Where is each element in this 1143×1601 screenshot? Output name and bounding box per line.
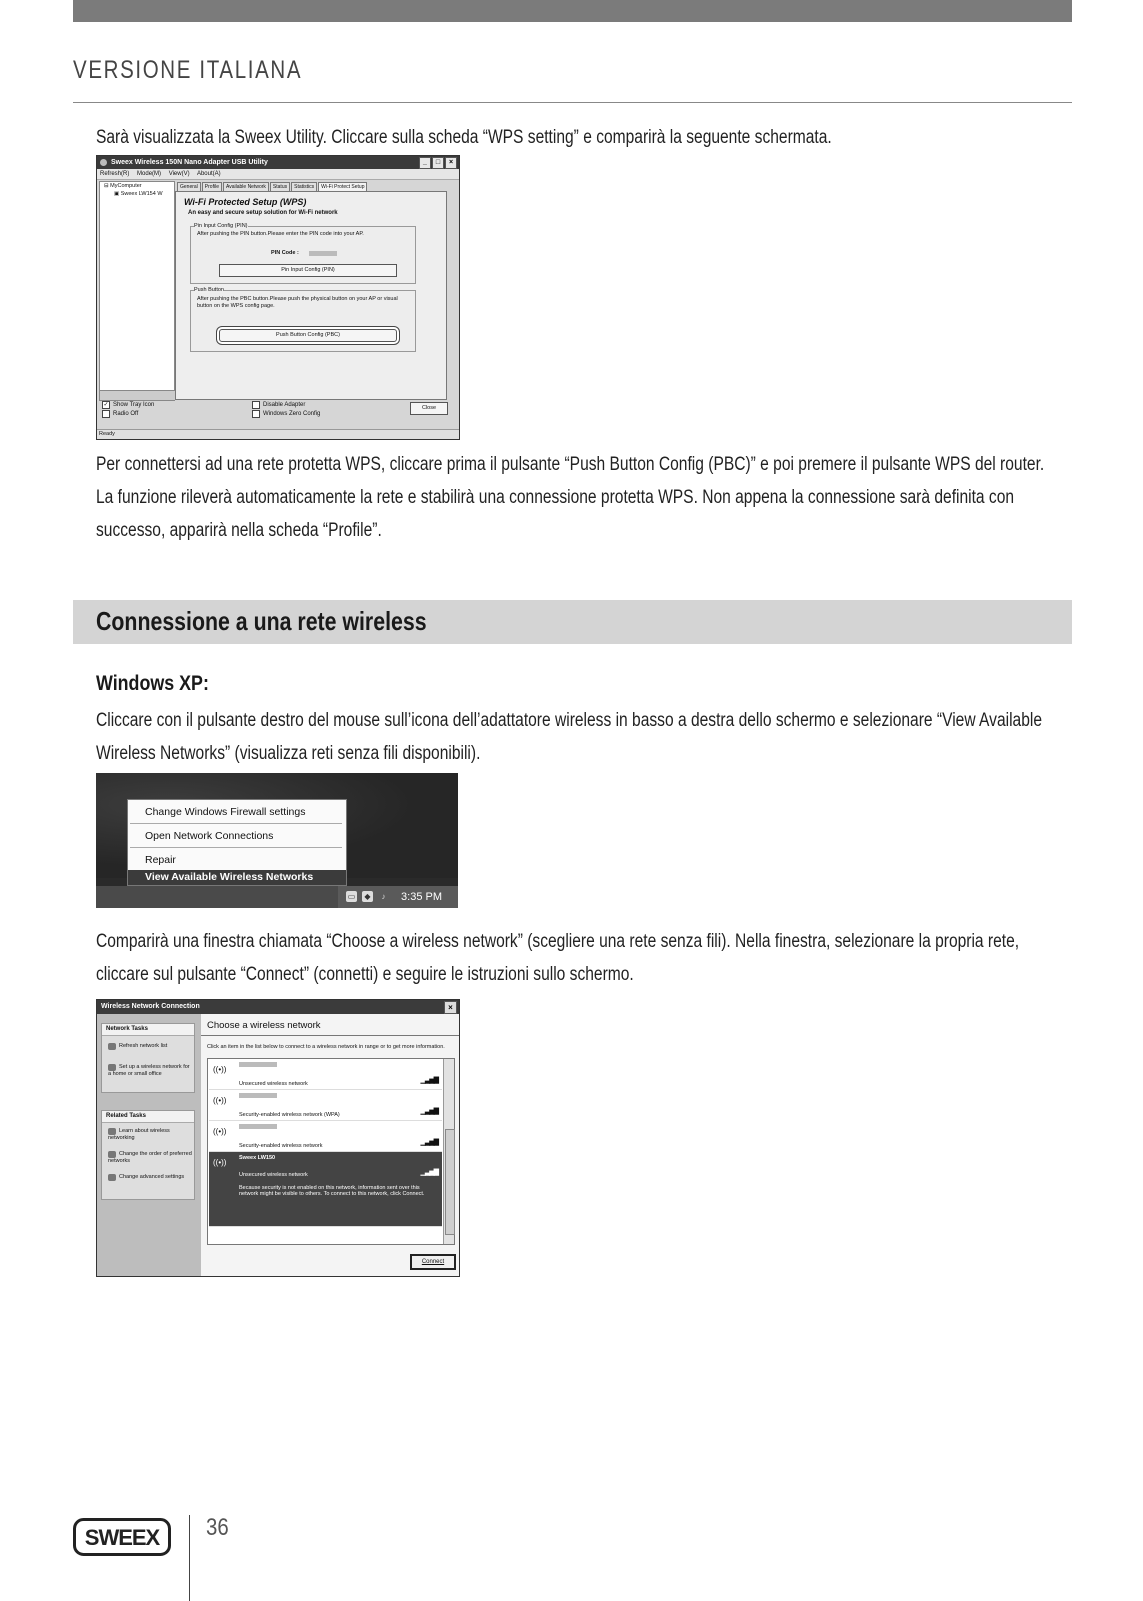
top-bar bbox=[73, 0, 1072, 22]
push-group-label: Push Button bbox=[194, 287, 224, 293]
windows-zero-config-checkbox[interactable]: Windows Zero Config bbox=[252, 410, 320, 418]
push-button-config-button[interactable]: Push Button Config (PBC) bbox=[219, 329, 397, 342]
network-icon[interactable]: ▭ bbox=[347, 892, 356, 901]
network-list-scrollbar[interactable] bbox=[443, 1059, 454, 1244]
network-item[interactable] bbox=[209, 1059, 442, 1090]
menu-separator bbox=[130, 823, 342, 824]
pin-input-config-button[interactable]: Pin Input Config (PIN) bbox=[219, 264, 397, 277]
menu-about[interactable]: About(A) bbox=[196, 171, 221, 177]
learn-wireless-link[interactable]: Learn about wireless networking bbox=[108, 1128, 170, 1141]
network-name-redacted bbox=[239, 1124, 277, 1129]
paragraph-choose-text: Comparirà una finestra chiamata “Choose a wireless network” (scegliere una rete senza fili). Nella finestra, selezionare la propria rete, cliccare sul pulsante “Connect” (connetti) e seguire le istruzioni sullo schermo. bbox=[96, 931, 1020, 985]
pin-code-label: PIN Code : bbox=[271, 250, 299, 256]
section-heading-band bbox=[73, 600, 1072, 644]
choose-network-heading: Choose a wireless network bbox=[207, 1020, 321, 1031]
pin-group bbox=[190, 223, 416, 284]
paragraph-intro bbox=[96, 121, 1056, 154]
wireless-connection-screenshot bbox=[96, 999, 460, 1277]
header-rule bbox=[73, 102, 1072, 103]
tab-general[interactable]: General bbox=[177, 182, 201, 191]
scroll-thumb[interactable] bbox=[445, 1129, 455, 1235]
menu-view[interactable]: View(V) bbox=[168, 171, 190, 177]
network-tasks-header: Network Tasks bbox=[102, 1024, 194, 1036]
paragraph-wps-text: Per connettersi ad una rete protetta WPS, cliccare prima il pulsante “Push Button Config (PBC)” e poi premere il pulsante WPS del router. La funzione rileverà automaticamente la rete e stabilirà una connessione protetta WPS. Non appena la connessione sarà definita con successo, apparirà nella scheda “Profile”. bbox=[96, 454, 1045, 541]
app-icon bbox=[100, 159, 107, 166]
signal-strength-icon: ▁▃▅▇ bbox=[420, 1169, 438, 1176]
tasks-pane bbox=[97, 1014, 201, 1276]
network-name-redacted bbox=[239, 1062, 277, 1067]
utility-options bbox=[97, 399, 459, 429]
section-title: VERSIONE ITALIANA bbox=[73, 56, 303, 84]
menu-mode[interactable]: Mode(M) bbox=[137, 171, 162, 177]
network-status: Security-enabled wireless network (WPA) bbox=[239, 1112, 340, 1118]
tray-menu-screenshot bbox=[96, 773, 458, 908]
paragraph-wps bbox=[96, 448, 1056, 547]
disable-adapter-checkbox[interactable]: Disable Adapter bbox=[252, 401, 305, 409]
close-icon[interactable]: × bbox=[445, 157, 457, 169]
sweex-logo bbox=[73, 1518, 171, 1556]
signal-strength-icon: ▁▃▅▇ bbox=[420, 1108, 438, 1115]
maximize-icon[interactable]: □ bbox=[432, 157, 444, 169]
setup-icon bbox=[108, 1064, 116, 1071]
antenna-icon: ((•)) bbox=[213, 1096, 227, 1105]
pin-instructions: After pushing the PIN button.Please enter the PIN code into your AP. bbox=[197, 231, 364, 237]
network-item[interactable] bbox=[209, 1090, 442, 1121]
shield-icon[interactable]: ◆ bbox=[362, 891, 373, 902]
selected-network-name: Sweex LW150 bbox=[239, 1155, 276, 1161]
tree-item-mycomputer[interactable]: ⊟ MyComputer bbox=[104, 183, 142, 189]
network-status: Unsecured wireless network bbox=[239, 1081, 308, 1087]
antenna-icon: ((•)) bbox=[213, 1065, 227, 1074]
signal-strength-icon: ▁▃▅▇ bbox=[420, 1077, 438, 1084]
menu-open-connections[interactable]: Open Network Connections bbox=[145, 830, 274, 842]
network-list bbox=[207, 1058, 455, 1245]
network-item[interactable] bbox=[209, 1121, 442, 1152]
push-button-group bbox=[190, 287, 416, 352]
wps-title: Wi-Fi Protected Setup (WPS) bbox=[184, 197, 307, 207]
close-button[interactable]: Close bbox=[410, 402, 448, 415]
subheading-windows-xp: Windows XP: bbox=[96, 672, 209, 695]
star-icon bbox=[108, 1151, 116, 1158]
svg-text:SWEEX: SWEEX bbox=[84, 1525, 160, 1550]
tab-status[interactable]: Status bbox=[270, 182, 290, 191]
menu-separator bbox=[130, 847, 342, 848]
antenna-icon: ((•)) bbox=[213, 1127, 227, 1136]
refresh-icon bbox=[108, 1043, 116, 1050]
show-tray-checkbox[interactable]: ✓ Show Tray Icon bbox=[103, 402, 155, 408]
network-list-pane bbox=[201, 1014, 459, 1276]
menu-refresh[interactable]: Refresh(R) bbox=[100, 171, 130, 177]
pin-group-label: Pin Input Config (PIN) bbox=[194, 223, 248, 229]
selected-network-status: Unsecured wireless network bbox=[239, 1172, 308, 1178]
page-number: 36 bbox=[206, 1514, 229, 1541]
heading-rule bbox=[201, 1035, 459, 1036]
change-order-link[interactable]: Change the order of preferred networks bbox=[108, 1151, 192, 1164]
tab-profile[interactable]: Profile bbox=[202, 182, 222, 191]
pin-code-value bbox=[309, 251, 337, 256]
menu-firewall-settings[interactable]: Change Windows Firewall settings bbox=[145, 806, 306, 818]
setup-network-link[interactable]: Set up a wireless network for a home or small office bbox=[108, 1064, 190, 1077]
menu-repair[interactable]: Repair bbox=[145, 854, 176, 866]
advanced-settings-link[interactable]: Change advanced settings bbox=[108, 1174, 192, 1181]
wps-subtitle: An easy and secure setup solution for Wi-Fi network bbox=[188, 210, 338, 216]
menu-view-wireless-networks[interactable]: View Available Wireless Networks bbox=[128, 870, 346, 885]
wps-panel bbox=[175, 191, 447, 400]
connect-button[interactable]: Connect bbox=[410, 1254, 456, 1270]
network-item-selected[interactable] bbox=[209, 1152, 442, 1227]
paragraph-intro-text: Sarà visualizzata la Sweex Utility. Cliccare sulla scheda “WPS setting” e comparirà la seguente schermata. bbox=[96, 127, 832, 148]
minimize-icon[interactable]: _ bbox=[419, 157, 431, 169]
tab-available-network[interactable]: Available Network bbox=[223, 182, 269, 191]
system-tray bbox=[338, 886, 458, 908]
related-tasks-header: Related Tasks bbox=[102, 1111, 194, 1123]
status-bar: Ready bbox=[97, 429, 460, 439]
choose-network-desc: Click an item in the list below to connect to a wireless network in range or to get more information. bbox=[207, 1044, 445, 1050]
refresh-network-list-link[interactable]: Refresh network list bbox=[108, 1043, 192, 1050]
push-instructions: After pushing the PBC button.Please push the physical button on your AP or visual button on the WPS config page. bbox=[197, 296, 398, 309]
settings-icon bbox=[108, 1174, 116, 1181]
paragraph-xp bbox=[96, 704, 1056, 770]
context-menu bbox=[127, 799, 347, 886]
antenna-icon: ((•)) bbox=[213, 1158, 227, 1167]
tab-wps[interactable]: Wi-Fi Protect Setup bbox=[318, 182, 367, 191]
info-icon bbox=[108, 1128, 116, 1135]
close-icon[interactable]: × bbox=[444, 1001, 457, 1014]
section-heading: Connessione a una rete wireless bbox=[96, 606, 427, 636]
paragraph-choose bbox=[96, 925, 1056, 991]
tab-statistics[interactable]: Statistics bbox=[291, 182, 317, 191]
utility-titlebar bbox=[97, 156, 459, 169]
wnc-title: Wireless Network Connection bbox=[101, 1003, 200, 1010]
related-tasks-box bbox=[101, 1110, 195, 1200]
utility-tabs bbox=[177, 182, 368, 191]
paragraph-xp-text: Cliccare con il pulsante destro del mouse sull’icona dell’adattatore wireless in basso a destra dello schermo e selezionare “View Available Wireless Networks” (visualizza reti senza fili disponibili). bbox=[96, 710, 1042, 764]
network-tasks-box bbox=[101, 1023, 195, 1093]
sweex-utility-screenshot bbox=[96, 155, 460, 440]
signal-strength-icon: ▁▃▅▇ bbox=[420, 1139, 438, 1146]
footer-divider bbox=[189, 1515, 190, 1601]
utility-menubar bbox=[97, 169, 459, 180]
tree-item-adapter[interactable]: ▣ Sweex LW154 W bbox=[114, 191, 163, 197]
device-tree bbox=[99, 181, 175, 401]
network-status: Security-enabled wireless network bbox=[239, 1143, 323, 1149]
radio-off-checkbox[interactable]: Radio Off bbox=[102, 410, 138, 418]
network-name-redacted bbox=[239, 1093, 277, 1098]
selected-network-desc: Because security is not enabled on this network, information sent over this network might be visible to others. To connect to this network, click Connect. bbox=[239, 1185, 425, 1197]
wnc-titlebar bbox=[97, 1000, 459, 1014]
clock: 3:35 PM bbox=[401, 891, 442, 903]
utility-title: Sweex Wireless 150N Nano Adapter USB Utility bbox=[111, 159, 268, 166]
wireless-icon[interactable]: ♪ bbox=[381, 892, 386, 901]
